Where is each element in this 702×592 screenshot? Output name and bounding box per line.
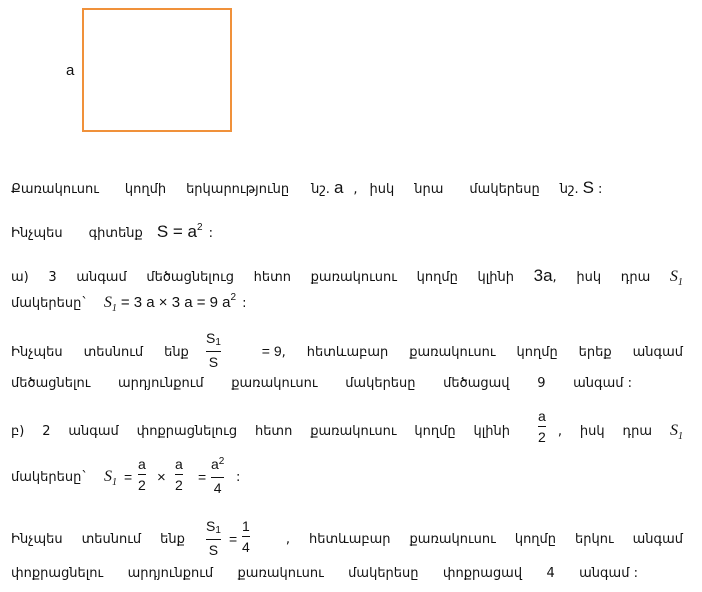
word: կլինի — [477, 270, 514, 285]
punct: : — [236, 470, 241, 485]
word: ա) — [11, 270, 29, 285]
word: դրա — [620, 270, 651, 285]
word: Ինչպես — [11, 345, 63, 360]
word: հետևաբար — [309, 532, 391, 547]
word: փոքրացնելուց — [136, 424, 238, 439]
symbol-s1: $S_1$ — [669, 422, 683, 442]
word: մակերեսը` — [11, 470, 88, 485]
symbol-s: S — [582, 178, 594, 197]
word: արդյունքում — [118, 376, 204, 391]
punct: : — [597, 182, 603, 197]
word: 2 — [42, 424, 51, 439]
punct: : — [208, 226, 213, 241]
symbol-s1: $S_1$ — [103, 294, 117, 314]
word: տեսնում — [81, 532, 142, 547]
word: քառակուսու — [409, 532, 496, 547]
word: տեսնում — [83, 345, 144, 360]
word: անգամ : — [573, 376, 632, 391]
word: Ինչպես — [11, 226, 63, 241]
paragraph-5-line-1 — [11, 422, 683, 440]
fraction-a-over-2: a 2 — [138, 456, 146, 493]
word: բ) — [11, 424, 25, 439]
word: քառակուսու — [409, 345, 496, 360]
word: հետո — [253, 270, 291, 285]
fraction-a-over-2: a 2 — [538, 408, 546, 445]
square-figure — [82, 8, 232, 132]
value: 3a, — [533, 266, 557, 285]
fraction-a2-over-4: $a^2$ 4 — [211, 456, 225, 496]
word: Քառակուսու — [11, 182, 99, 197]
paragraph-4-line-2 — [11, 376, 632, 391]
equals: = — [124, 469, 133, 485]
punct: , — [557, 424, 563, 439]
word: մեծացնելու — [11, 376, 91, 391]
paragraph-6-line-2 — [11, 566, 638, 581]
word: ենք — [164, 345, 189, 360]
word: քառակուսու — [237, 566, 324, 581]
word: քառակուսու — [310, 270, 397, 285]
punct: , — [353, 182, 358, 197]
paragraph-4-line-1 — [11, 343, 683, 360]
paragraph-6-line-1 — [11, 532, 683, 547]
word: ենք — [160, 532, 185, 547]
fraction-1-over-4: 1 4 — [242, 518, 250, 555]
times: × — [157, 469, 166, 486]
word: մեծացավ — [443, 376, 510, 391]
fraction-s1-over-s: S1 S — [206, 330, 221, 370]
word: մակերեսը — [469, 182, 540, 197]
word: Ինչպես — [11, 532, 63, 547]
word: անգամ : — [579, 566, 638, 581]
word: քառակուսու — [310, 424, 397, 439]
word: մեծացնելուց — [146, 270, 234, 285]
word: մակերեսը` — [11, 296, 88, 311]
word: անգամ — [632, 345, 683, 360]
word: անգամ — [76, 270, 127, 285]
paragraph-2 — [11, 222, 683, 242]
symbol-a: a — [333, 178, 344, 197]
word: իսկ — [579, 424, 605, 439]
word: մակերեսը — [345, 376, 416, 391]
word: իսկ — [576, 270, 602, 285]
equals: = — [229, 531, 238, 547]
paragraph-3-line-2 — [11, 294, 683, 312]
word: գիտենք — [88, 226, 143, 241]
formula-s1: = 3 a × 3 a = 9 $a^2$ — [120, 292, 237, 311]
fraction-a-over-2: a 2 — [175, 456, 183, 493]
word: իսկ — [369, 182, 395, 197]
paragraph-3-line-1 — [11, 266, 683, 286]
word: փոքրացավ — [442, 566, 523, 581]
word: անգամ — [632, 532, 683, 547]
punct: : — [242, 296, 247, 311]
word: քառակուսու — [231, 376, 318, 391]
word: հետո — [254, 424, 293, 439]
word: նշ. — [311, 182, 330, 197]
word: 3 — [48, 270, 57, 285]
symbol-s1: $S_1$ — [104, 468, 117, 488]
word: նրա — [414, 182, 444, 197]
word: հետևաբար — [306, 345, 389, 360]
word: անգամ — [68, 424, 119, 439]
word: երկարությունը — [186, 182, 290, 197]
word: 9 — [537, 376, 546, 391]
word: փոքրացնելու — [11, 566, 104, 581]
word: կողմի — [124, 182, 167, 197]
side-label: a — [66, 62, 75, 79]
word: երեք — [578, 345, 612, 360]
word: կողմը — [416, 270, 458, 285]
word: կողմը — [414, 424, 456, 439]
fraction-s1-over-s: S1 S — [206, 518, 221, 558]
word: դրա — [622, 424, 653, 439]
word: արդյունքում — [127, 566, 214, 581]
word: կողմը — [514, 532, 557, 547]
word: կողմը — [516, 345, 558, 360]
word: մակերեսը — [348, 566, 419, 581]
word: 4 — [546, 566, 555, 581]
formula-area: $S = a^2$ — [156, 222, 203, 241]
symbol-s1: $S_1$ — [669, 268, 683, 288]
word: նշ. — [559, 182, 579, 197]
equation: = 9, — [261, 343, 286, 360]
equals: = — [198, 469, 207, 485]
word: կլինի — [473, 424, 510, 439]
paragraph-1 — [11, 178, 683, 198]
punct: , — [285, 532, 291, 547]
word: երկու — [575, 532, 614, 547]
